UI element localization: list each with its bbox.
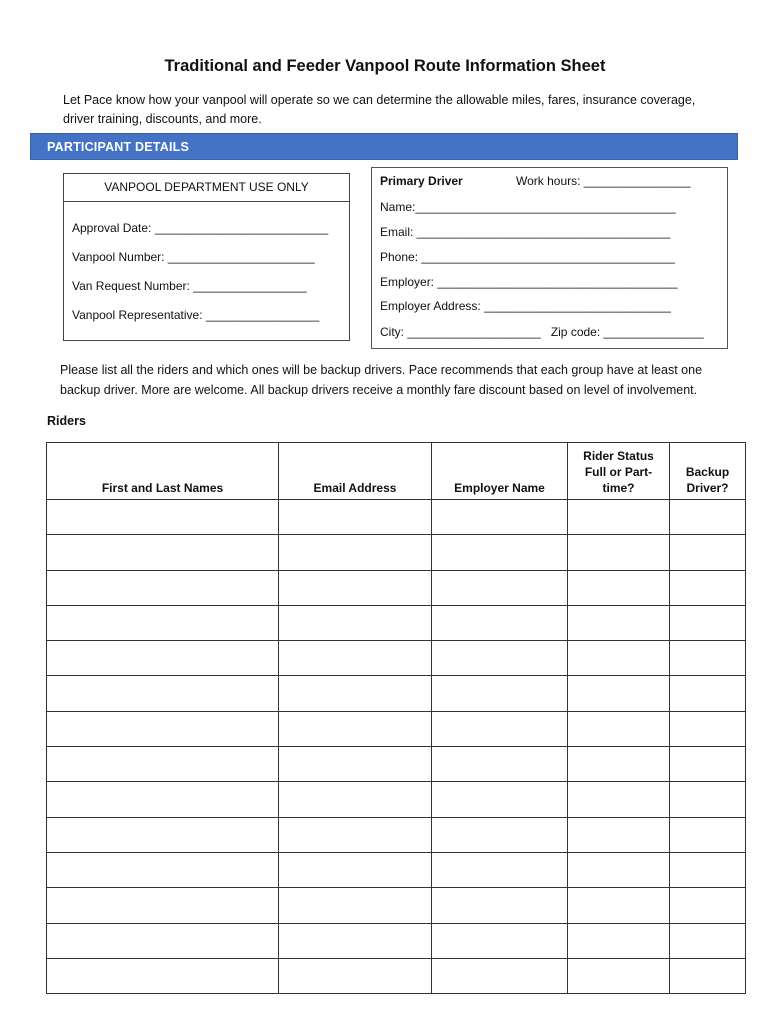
email-cell[interactable] [279, 888, 432, 923]
vanpool-representative-field[interactable]: Vanpool Representative: _________________ [72, 308, 320, 322]
employer-cell[interactable] [432, 782, 568, 817]
table-row [47, 711, 746, 746]
email-cell[interactable] [279, 605, 432, 640]
rider-status-cell[interactable] [568, 747, 670, 782]
driver-employer-field[interactable]: Employer: ____________________________________ [380, 275, 678, 289]
backup-driver-cell[interactable] [670, 852, 746, 887]
backup-driver-cell[interactable] [670, 782, 746, 817]
table-row [47, 535, 746, 570]
backup-driver-cell[interactable] [670, 570, 746, 605]
table-row [47, 676, 746, 711]
backup-driver-note: Please list all the riders and which ones will be backup drivers. Pace recommends that each group have at least one backup driver. More are welcome. All backup drivers receive a monthly fare discount based on level of involvement. [60, 363, 703, 397]
intro-text: Let Pace know how your vanpool will operate so we can determine the allowable miles, fares, insurance coverage, driver training, discounts, and more. [63, 93, 696, 126]
name-cell[interactable] [47, 641, 279, 676]
backup-driver-cell[interactable] [670, 676, 746, 711]
name-cell[interactable] [47, 570, 279, 605]
employer-cell[interactable] [432, 500, 568, 535]
name-cell[interactable] [47, 782, 279, 817]
backup-driver-cell[interactable] [670, 958, 746, 993]
primary-driver-heading: Primary Driver [380, 174, 463, 188]
table-row [47, 605, 746, 640]
table-row [47, 817, 746, 852]
approval-date-field[interactable]: Approval Date: __________________________ [72, 221, 329, 235]
col-header-email: Email Address [279, 443, 432, 500]
name-cell[interactable] [47, 676, 279, 711]
email-cell[interactable] [279, 711, 432, 746]
driver-city-zip-field[interactable]: City: ____________________ Zip code: _______________ [380, 325, 704, 339]
page-title: Traditional and Feeder Vanpool Route Information Sheet [164, 57, 606, 75]
riders-table-header [47, 443, 746, 500]
name-cell[interactable] [47, 923, 279, 958]
col-header-names: First and Last Names [47, 443, 279, 500]
name-cell[interactable] [47, 852, 279, 887]
rider-status-cell[interactable] [568, 852, 670, 887]
name-cell[interactable] [47, 817, 279, 852]
backup-driver-cell[interactable] [670, 711, 746, 746]
name-cell[interactable] [47, 711, 279, 746]
email-cell[interactable] [279, 747, 432, 782]
name-cell[interactable] [47, 605, 279, 640]
email-cell[interactable] [279, 641, 432, 676]
backup-driver-cell[interactable] [670, 747, 746, 782]
backup-driver-cell[interactable] [670, 535, 746, 570]
rider-status-cell[interactable] [568, 641, 670, 676]
email-cell[interactable] [279, 500, 432, 535]
col-header-rider-status: Rider Status Full or Part-time? [568, 443, 670, 500]
name-cell[interactable] [47, 888, 279, 923]
table-row [47, 923, 746, 958]
work-hours-field[interactable]: Work hours: ________________ [516, 174, 691, 188]
riders-table-body [47, 500, 746, 994]
email-cell[interactable] [279, 676, 432, 711]
rider-status-cell[interactable] [568, 817, 670, 852]
driver-employer-address-field[interactable]: Employer Address: ____________________________ [380, 299, 671, 313]
table-row [47, 570, 746, 605]
table-row [47, 958, 746, 993]
backup-driver-cell[interactable] [670, 888, 746, 923]
employer-cell[interactable] [432, 852, 568, 887]
email-cell[interactable] [279, 817, 432, 852]
email-cell[interactable] [279, 852, 432, 887]
table-row [47, 888, 746, 923]
driver-name-field[interactable]: Name:_______________________________________ [380, 200, 676, 214]
name-cell[interactable] [47, 958, 279, 993]
rider-status-cell[interactable] [568, 782, 670, 817]
col-header-backup-driver: Backup Driver? [670, 443, 746, 500]
section-banner [30, 133, 738, 160]
table-row [47, 782, 746, 817]
table-row [47, 852, 746, 887]
table-row [47, 747, 746, 782]
rider-status-cell[interactable] [568, 535, 670, 570]
backup-driver-cell[interactable] [670, 817, 746, 852]
backup-driver-cell[interactable] [670, 605, 746, 640]
table-row [47, 641, 746, 676]
employer-cell[interactable] [432, 711, 568, 746]
driver-phone-field[interactable]: Phone: ______________________________________ [380, 250, 675, 264]
email-cell[interactable] [279, 782, 432, 817]
rider-status-cell[interactable] [568, 888, 670, 923]
riders-label: Riders [47, 414, 86, 428]
employer-cell[interactable] [432, 676, 568, 711]
employer-cell[interactable] [432, 535, 568, 570]
name-cell[interactable] [47, 535, 279, 570]
rider-status-cell[interactable] [568, 676, 670, 711]
name-cell[interactable] [47, 747, 279, 782]
email-cell[interactable] [279, 923, 432, 958]
email-cell[interactable] [279, 958, 432, 993]
backup-driver-cell[interactable] [670, 641, 746, 676]
backup-driver-cell[interactable] [670, 923, 746, 958]
name-cell[interactable] [47, 500, 279, 535]
employer-cell[interactable] [432, 747, 568, 782]
col-header-employer: Employer Name [432, 443, 568, 500]
employer-cell[interactable] [432, 570, 568, 605]
employer-cell[interactable] [432, 641, 568, 676]
driver-email-field[interactable]: Email: ______________________________________ [380, 225, 671, 239]
vanpool-number-field[interactable]: Vanpool Number: ______________________ [72, 250, 315, 264]
riders-table [46, 442, 746, 994]
employer-cell[interactable] [432, 888, 568, 923]
section-heading: PARTICIPANT DETAILS [47, 140, 189, 154]
rider-status-cell[interactable] [568, 958, 670, 993]
employer-cell[interactable] [432, 958, 568, 993]
van-request-number-field[interactable]: Van Request Number: _________________ [72, 279, 307, 293]
rider-status-cell[interactable] [568, 500, 670, 535]
employer-cell[interactable] [432, 923, 568, 958]
rider-status-cell[interactable] [568, 570, 670, 605]
rider-status-cell[interactable] [568, 711, 670, 746]
email-cell[interactable] [279, 535, 432, 570]
department-use-heading: VANPOOL DEPARTMENT USE ONLY [63, 173, 350, 202]
employer-cell[interactable] [432, 605, 568, 640]
rider-status-cell[interactable] [568, 923, 670, 958]
backup-driver-cell[interactable] [670, 500, 746, 535]
email-cell[interactable] [279, 570, 432, 605]
employer-cell[interactable] [432, 817, 568, 852]
table-row [47, 500, 746, 535]
rider-status-cell[interactable] [568, 605, 670, 640]
